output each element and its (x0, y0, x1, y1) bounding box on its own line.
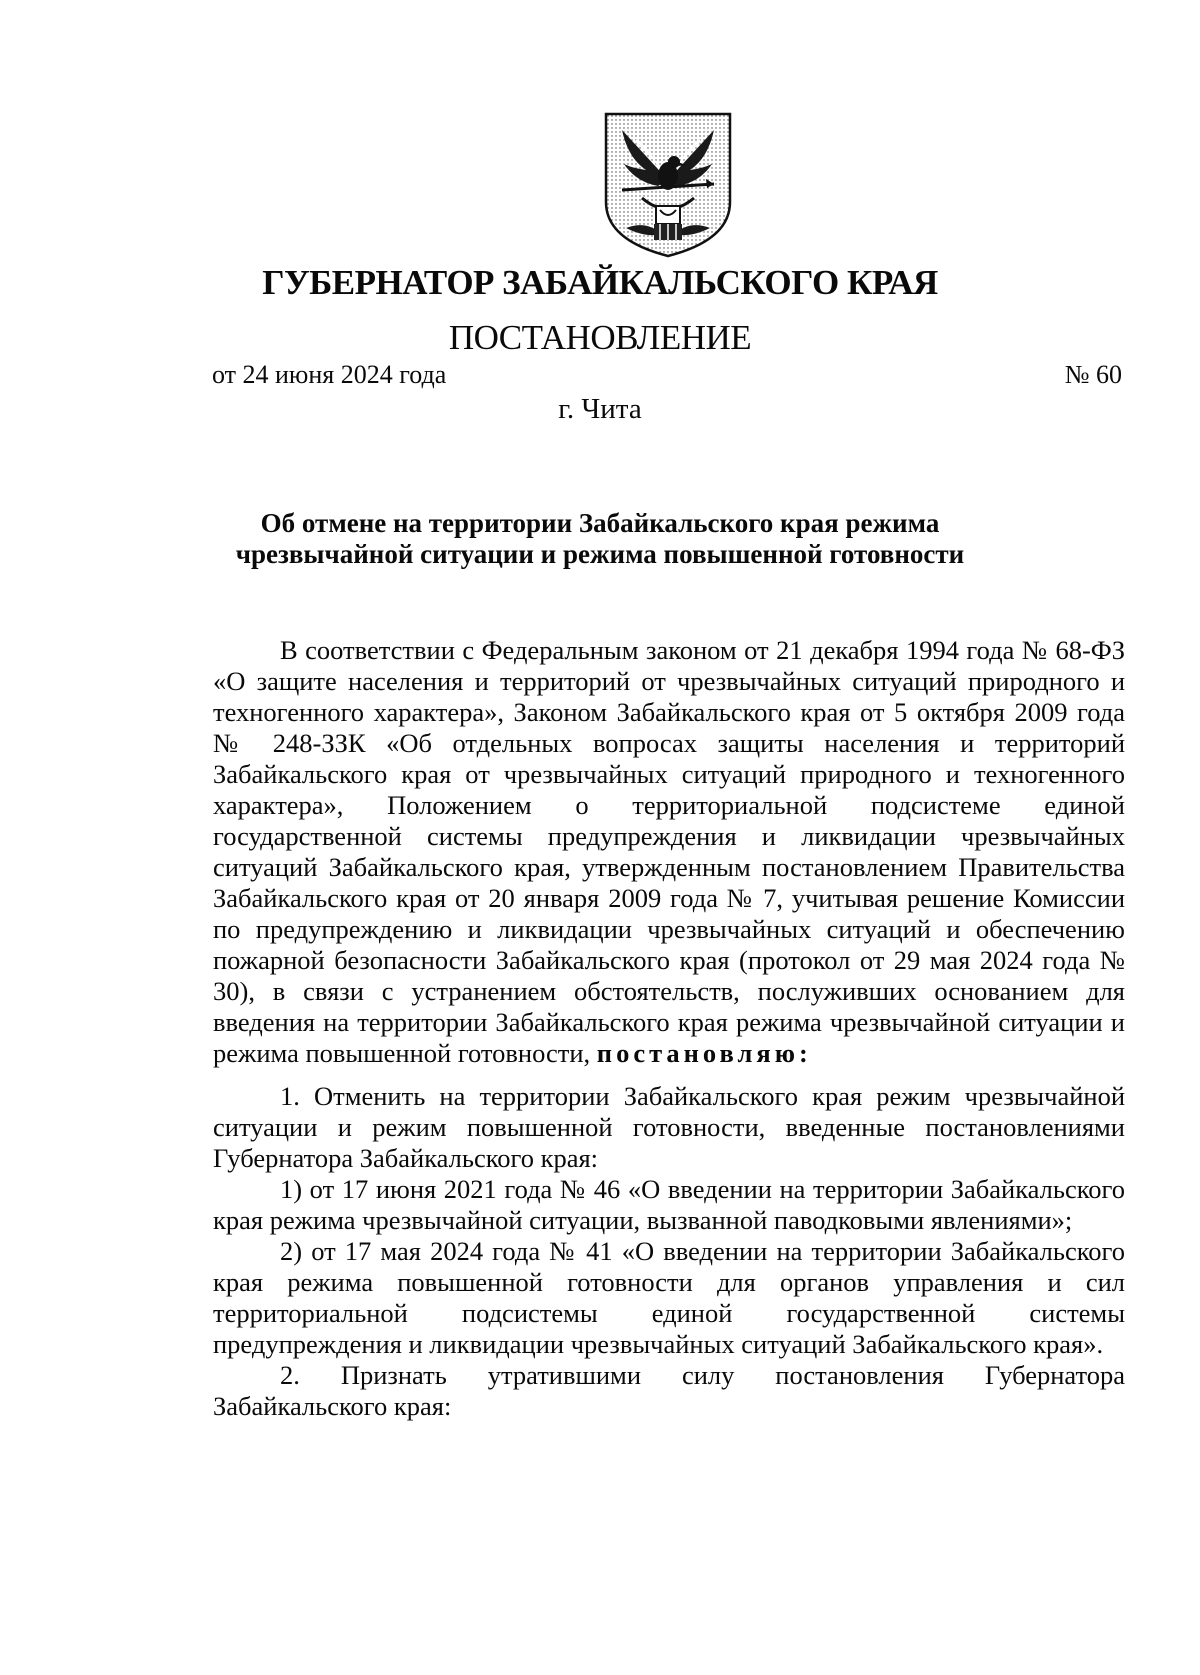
subject-line-2: чрезвычайной ситуации и режима повышенной готовности (235, 539, 965, 569)
coat-of-arms-icon (602, 110, 734, 260)
authority-title: ГУБЕРНАТОР ЗАБАЙКАЛЬСКОГО КРАЯ (262, 263, 938, 302)
resolve-word: постановляю: (596, 1038, 812, 1068)
document-type: ПОСТАНОВЛЕНИЕ (448, 318, 752, 357)
item-2: 2. Признать утратившими силу постановления Губернатора Забайкальского края: (213, 1360, 1125, 1421)
document-number: № 60 (1064, 360, 1122, 389)
document-city: г. Чита (558, 393, 642, 425)
document-subject (150, 508, 1050, 570)
document-body (213, 635, 1125, 1422)
preamble-paragraph (213, 635, 1125, 1069)
item-1-1: 1) от 17 июня 2021 года № 46 «О введении на территории Забайкальского края режима чрезвычайной ситуации, вызванной паводковыми явлениями»; (213, 1174, 1125, 1235)
subject-line-1: Об отмене на территории Забайкальского края режима (260, 508, 940, 538)
document-date: от 24 июня 2024 года (212, 360, 447, 389)
item-1: 1. Отменить на территории Забайкальского края режим чрезвычайной ситуации и режим повышенной готовности, введенные постановлениями Губернатора Забайкальского края: (213, 1081, 1125, 1173)
item-1-2: 2) от 17 мая 2024 года № 41 «О введении на территории Забайкальского края режима повышенной готовности для органов управления и сил территориальной подсистемы единой государственной системы предупреждения и ликвидации чрезвычайных ситуаций Забайкальского края». (213, 1236, 1125, 1359)
preamble-text: В соответствии с Федеральным законом от 21 декабря 1994 года № 68-ФЗ «О защите населения и территорий от чрезвычайных ситуаций природного и техногенного характера», Законом Забайкальского края от 5 октября 2009 года № 248-ЗЗК «Об отдельных вопросах защиты населения и территорий Забайкальского края от чрезвычайных ситуаций природного и техногенного характера», Положением о территориальной подсистеме единой государственной системы предупреждения и ликвидации чрезвычайных ситуаций Забайкальского края, утвержденным постановлением Правительства Забайкальского края от 20 января 2009 года № 7, учитывая решение Комиссии по предупреждению и ликвидации чрезвычайных ситуаций и обеспечению пожарной безопасности Забайкальского края (протокол от 29 мая 2024 года № 30), в связи с устранением обстоятельств, послуживших основанием для введения на территории Забайкальского края режима чрезвычайной ситуации и режима повышенной готовности, (213, 635, 1125, 1068)
